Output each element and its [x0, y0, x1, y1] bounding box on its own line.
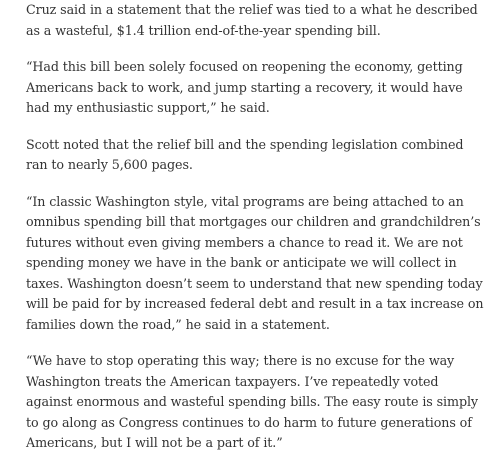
paragraph-cruz-quote: “Had this bill been solely focused on reopening the economy, getting Americans back to work, and jump starting a recovery, it would have had my enthusiastic support,” he said. — [26, 59, 463, 115]
paragraph-cruz-statement: Cruz said in a statement that the relief was tied to a what he described as a wasteful, $1.4 trillion end-of-the-year spending bill. — [26, 2, 478, 38]
paragraph-scott-quote-washington: “In classic Washington style, vital programs are being attached to an omnibus spending bill that mortgages our children and grandchildren’s futures without even giving members a chance to read it. We are not spending money we have in the bank or anticipate we will collect in taxes. Washington doesn’t seem to understand that new spending today will be paid for by increased federal debt and result in a tax increase on families down the road,” he said in a statement. — [26, 193, 484, 332]
paragraph-scott-quote-taxpayers: “We have to stop operating this way; there is no excuse for the way Washington treats the American taxpayers. I’ve repeatedly voted against enormous and wasteful spending bills. The easy route is simply to go along as Congress continues to do harm to future generations of Americans, but I will not be a part of it.” — [26, 353, 478, 450]
paragraph-scott-pages: Scott noted that the relief bill and the spending legislation combined ran to nearly 5,600 pages. — [26, 136, 464, 172]
